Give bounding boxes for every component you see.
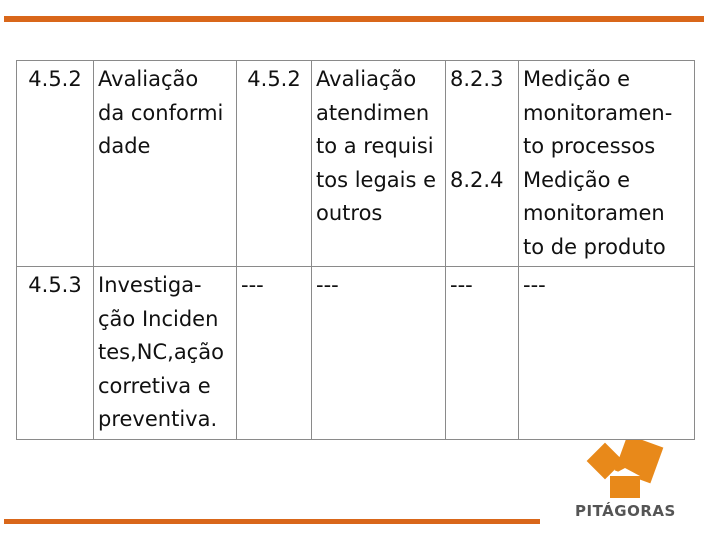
table-cell-title-ohsas: --- — [312, 267, 446, 440]
table-cell-title-iso14001: Investiga- ção Inciden tes,NC,ação corretiva e preventiva. — [94, 267, 237, 440]
table-cell-title-iso14001: Avaliação da conformi dade — [94, 61, 237, 267]
table-cell-title-ohsas: Avaliação atendimen to a requisi tos legais e outros — [312, 61, 446, 267]
brand-logo-text: PITÁGORAS — [575, 502, 676, 520]
bottom-accent-bar — [4, 519, 540, 524]
table-cell-clause-iso14001: 4.5.2 — [17, 61, 94, 267]
table-row — [17, 267, 695, 440]
table-cell-clause-iso9001: --- — [446, 267, 519, 440]
table-cell-title-iso9001: --- — [519, 267, 695, 440]
table-cell-clause-iso14001: 4.5.3 — [17, 267, 94, 440]
table-row — [17, 61, 695, 267]
table-cell-clause-ohsas: 4.5.2 — [237, 61, 312, 267]
table-cell-title-iso9001: Medição e monitoramen- to processos Medição e monitoramen to de produto — [519, 61, 695, 267]
correspondence-table — [16, 60, 695, 440]
top-accent-bar — [4, 16, 704, 22]
table-cell-clause-ohsas: --- — [237, 267, 312, 440]
table-cell-clause-iso9001: 8.2.3 8.2.4 — [446, 61, 519, 267]
